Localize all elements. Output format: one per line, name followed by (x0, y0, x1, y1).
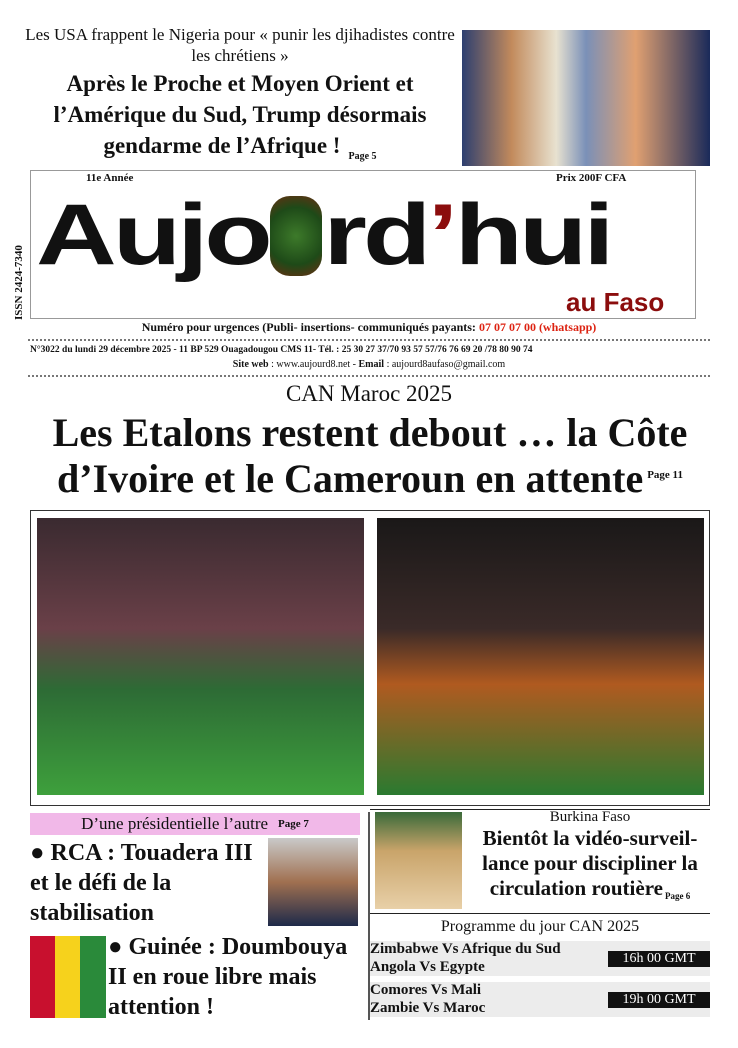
guinee-headline[interactable]: ● Guinée : Doumbouya II en roue libre mais attention ! (108, 934, 348, 1020)
teaser-kicker: Les USA frappent le Nigeria pour « punir les djihadistes contre les chrétiens » (25, 25, 455, 65)
dotted-divider (28, 339, 710, 341)
price-label: Prix 200F CFA (556, 172, 627, 184)
touadera-photo (268, 838, 358, 926)
match: Zimbabwe Vs Afrique du Sud (370, 941, 561, 957)
email-label: Email (358, 359, 385, 370)
burkina-page-ref: Page 6 (664, 891, 691, 901)
teaser-page-ref: Page 5 (348, 151, 377, 162)
site-url[interactable]: : www.aujourd8.net - (268, 359, 359, 370)
video-surveillance-headline[interactable]: Bientôt la vidéo-surveil-lance pour discipliner la circulation routière (482, 826, 698, 900)
urgent-number-line (0, 320, 738, 334)
teaser-photo (462, 30, 710, 166)
match-time: 16h 00 GMT (608, 951, 710, 967)
match: Zambie Vs Maroc (370, 1000, 486, 1016)
main-headline[interactable]: Les Etalons restent debout … la Côte d’Ivoire et le Cameroun en attente (52, 410, 688, 501)
dotted-divider (28, 375, 710, 377)
logo-subtitle: au Faso (566, 287, 665, 317)
urgent-label: Numéro pour urgences (Publi- insertions- communiqués payants: (141, 320, 479, 334)
rca-headline[interactable]: ● RCA : Touadera III et le défi de la stabilisation (30, 840, 253, 926)
logo-part: Aujo (36, 187, 269, 283)
main-page-ref: Page 11 (647, 469, 683, 481)
match-row (370, 982, 710, 1017)
logo-part: hui (454, 187, 611, 283)
issn: ISSN 2424-7340 (13, 245, 25, 320)
teaser-headline[interactable]: Après le Proche et Moyen Orient et l’Amérique du Sud, Trump désormais gendarme de l’Afrique ! (53, 71, 427, 158)
official-photo (375, 812, 462, 909)
site-label: Site web (232, 359, 269, 370)
match-row (370, 941, 710, 976)
urgent-number: 07 07 07 00 (whatsapp) (478, 320, 597, 334)
logo-part: rd (323, 187, 428, 283)
year-label: 11e Année (86, 172, 134, 184)
divider (370, 913, 710, 914)
photo-ivory-coast-cameroon-match (377, 518, 704, 795)
main-kicker: CAN Maroc 2025 (285, 381, 453, 406)
issue-info: N°3022 du lundi 29 décembre 2025 - 11 BP 529 Ouagadougou CMS 11- Tél. : 25 30 27 37/70 93 57 57/76 76 69 20 /78 80 90 74 (30, 345, 533, 355)
logo-apostrophe: ’ (427, 187, 455, 283)
photo-burkina-match (37, 518, 364, 795)
teaser-block (20, 68, 460, 172)
programme-title: Programme du jour CAN 2025 (440, 918, 640, 935)
section-page-ref: Page 7 (278, 817, 309, 830)
burkina-kicker: Burkina Faso (549, 809, 631, 825)
main-headline-block (20, 410, 720, 502)
section-banner (30, 813, 360, 835)
email-address[interactable]: : aujourd8aufaso@gmail.com (384, 359, 506, 370)
match-time: 19h 00 GMT (608, 992, 710, 1008)
section-banner-text: D’une présidentielle l’autre (81, 814, 269, 833)
doumbouya-photo (30, 936, 106, 1018)
match: Angola Vs Egypte (370, 959, 485, 975)
contact-info (0, 359, 738, 371)
newspaper-logo (36, 186, 611, 285)
video-surveillance-block (466, 826, 714, 901)
match: Comores Vs Mali (370, 982, 482, 998)
